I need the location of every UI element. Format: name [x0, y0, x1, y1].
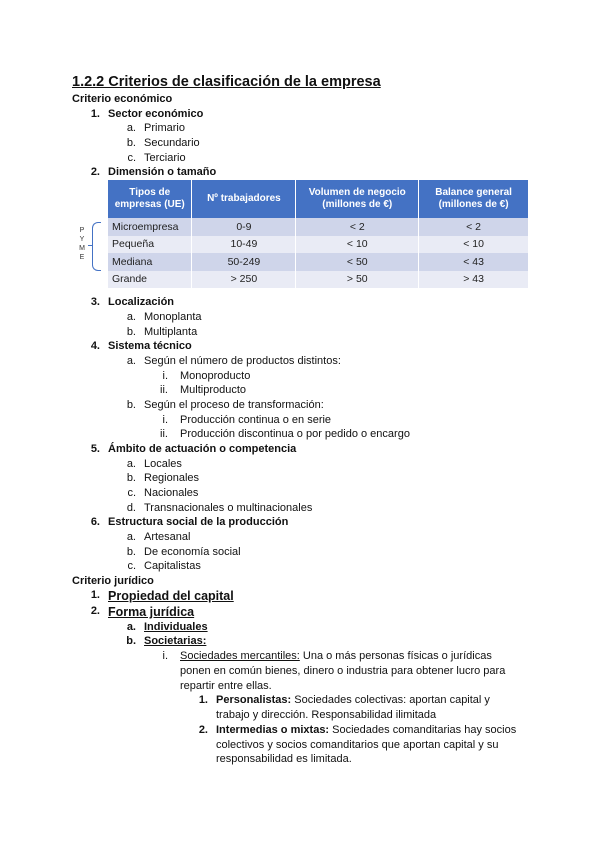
- list-item-estructura-social: Estructura social de la producción: [108, 516, 289, 528]
- table-cell: Microempresa: [108, 218, 192, 235]
- table-row: [108, 218, 529, 235]
- list-item: Monoproducto: [180, 370, 251, 382]
- list-item: Artesanal: [144, 531, 191, 543]
- list-item: Producción discontinua o por pedido o encargo: [180, 428, 410, 440]
- pyme-letter: M: [79, 245, 85, 252]
- pyme-letter: E: [79, 254, 85, 261]
- paragraph-line: [216, 693, 490, 707]
- list-item: Capitalistas: [144, 560, 201, 572]
- table-row: [108, 253, 529, 270]
- list-number: 5.: [90, 443, 100, 455]
- list-marker: c.: [127, 152, 136, 164]
- list-number: 2.: [198, 724, 208, 736]
- company-size-table: [108, 180, 529, 288]
- paragraph-line: [216, 723, 516, 737]
- table-cell: 10-49: [192, 236, 296, 253]
- list-marker: a.: [126, 122, 136, 134]
- list-number: 1.: [90, 108, 100, 120]
- table-row: [108, 236, 529, 253]
- paragraph-line: [180, 649, 492, 663]
- list-item: Multiplanta: [144, 326, 198, 338]
- pyme-letter: Y: [79, 236, 85, 243]
- list-marker: i.: [162, 414, 168, 426]
- list-number: 1.: [90, 589, 100, 601]
- list-item: Secundario: [144, 137, 200, 149]
- paragraph-line: colectivos y socios comanditarios que aportan capital y su: [216, 739, 499, 751]
- list-marker: a.: [126, 311, 136, 323]
- table-cell: < 50: [296, 253, 419, 270]
- list-marker: ii.: [160, 428, 168, 440]
- definition-text: Sociedades comanditarias hay socios: [329, 724, 517, 736]
- list-number: 2.: [90, 605, 100, 617]
- list-marker: i.: [162, 650, 168, 662]
- list-marker: b.: [126, 546, 136, 558]
- list-item-ambito: Ámbito de actuación o competencia: [108, 443, 297, 455]
- list-item: Según el número de productos distintos:: [144, 355, 341, 367]
- paragraph-line: trabajo y dirección. Responsabilidad ilimitada: [216, 709, 437, 721]
- list-marker: b.: [126, 399, 136, 411]
- list-item-dimension: Dimensión o tamaño: [108, 166, 217, 178]
- table-header: Nº trabajadores: [192, 180, 296, 218]
- list-item: Regionales: [144, 472, 200, 484]
- list-item-sector-economico: Sector económico: [108, 108, 204, 120]
- table-cell: 0-9: [192, 218, 296, 235]
- pyme-bracket: [92, 222, 101, 271]
- list-marker: a.: [126, 458, 136, 470]
- term-intermedias: Intermedias o mixtas:: [216, 724, 330, 736]
- table-cell: < 10: [419, 236, 529, 253]
- term-sociedades-mercantiles: Sociedades mercantiles:: [180, 650, 300, 662]
- list-marker: c.: [127, 560, 136, 572]
- definition-text: Una o más personas físicas o jurídicas: [299, 650, 492, 662]
- list-number: 4.: [90, 340, 100, 352]
- table-cell: < 2: [419, 218, 529, 235]
- list-marker: d.: [126, 502, 136, 514]
- table-cell: < 10: [296, 236, 419, 253]
- pyme-letter: P: [79, 227, 85, 234]
- table-cell: < 2: [296, 218, 419, 235]
- list-item: Locales: [144, 458, 182, 470]
- list-item-sistema-tecnico: Sistema técnico: [108, 340, 192, 352]
- list-number: 1.: [198, 694, 208, 706]
- table-cell: < 43: [419, 253, 529, 270]
- table-row: [108, 271, 529, 289]
- list-marker: ii.: [160, 384, 168, 396]
- table-cell: 50-249: [192, 253, 296, 270]
- list-item: Transnacionales o multinacionales: [144, 502, 313, 514]
- list-marker: a.: [126, 355, 136, 367]
- table-cell: Pequeña: [108, 236, 192, 253]
- list-item: Nacionales: [144, 487, 199, 499]
- list-marker: b.: [126, 326, 136, 338]
- list-marker: c.: [127, 487, 136, 499]
- heading-criterio-economico: Criterio económico: [72, 93, 173, 105]
- list-item-localizacion: Localización: [108, 296, 175, 308]
- table-cell: Mediana: [108, 253, 192, 270]
- table-header: Tipos de empresas (UE): [108, 180, 192, 218]
- table-cell: > 50: [296, 271, 419, 289]
- list-item-forma-juridica: Forma jurídica: [108, 605, 195, 619]
- list-marker: a.: [126, 531, 136, 543]
- list-number: 3.: [90, 296, 100, 308]
- pyme-label: [76, 226, 88, 262]
- list-number: 2.: [90, 166, 100, 178]
- term-personalistas: Personalistas:: [216, 694, 292, 706]
- list-item-individuales: Individuales: [144, 621, 208, 633]
- pyme-bracket-tick: [88, 245, 93, 246]
- paragraph-line: ponen en común bienes, dinero o industria para obtener lucro para: [180, 665, 506, 677]
- table-cell: Grande: [108, 271, 192, 289]
- definition-text: Sociedades colectivas: aportan capital y: [291, 694, 490, 706]
- table-header: Volumen de negocio (millones de €): [296, 180, 419, 218]
- table-header-row: [108, 180, 529, 218]
- list-item: Primario: [144, 122, 185, 134]
- list-item-propiedad-capital: Propiedad del capital: [108, 589, 234, 603]
- list-item: Monoplanta: [144, 311, 202, 323]
- list-marker: b.: [126, 137, 136, 149]
- list-item: De economía social: [144, 546, 241, 558]
- list-marker: b.: [126, 472, 136, 484]
- list-item-societarias: Societarias:: [144, 635, 207, 647]
- table-cell: > 43: [419, 271, 529, 289]
- paragraph-line: repartir entre ellas.: [180, 680, 272, 692]
- heading-criterio-juridico: Criterio jurídico: [72, 575, 154, 587]
- list-item: Multiproducto: [180, 384, 247, 396]
- list-marker: a.: [126, 621, 136, 633]
- list-number: 6.: [90, 516, 100, 528]
- list-item: Terciario: [144, 152, 186, 164]
- list-item: Según el proceso de transformación:: [144, 399, 324, 411]
- list-item: Producción continua o en serie: [180, 414, 332, 426]
- list-marker: b.: [126, 635, 136, 647]
- paragraph-line: responsabilidad es limitada.: [216, 753, 352, 765]
- section-title: 1.2.2 Criterios de clasificación de la empresa: [72, 74, 381, 90]
- list-marker: i.: [162, 370, 168, 382]
- table-cell: > 250: [192, 271, 296, 289]
- table-header: Balance general (millones de €): [419, 180, 529, 218]
